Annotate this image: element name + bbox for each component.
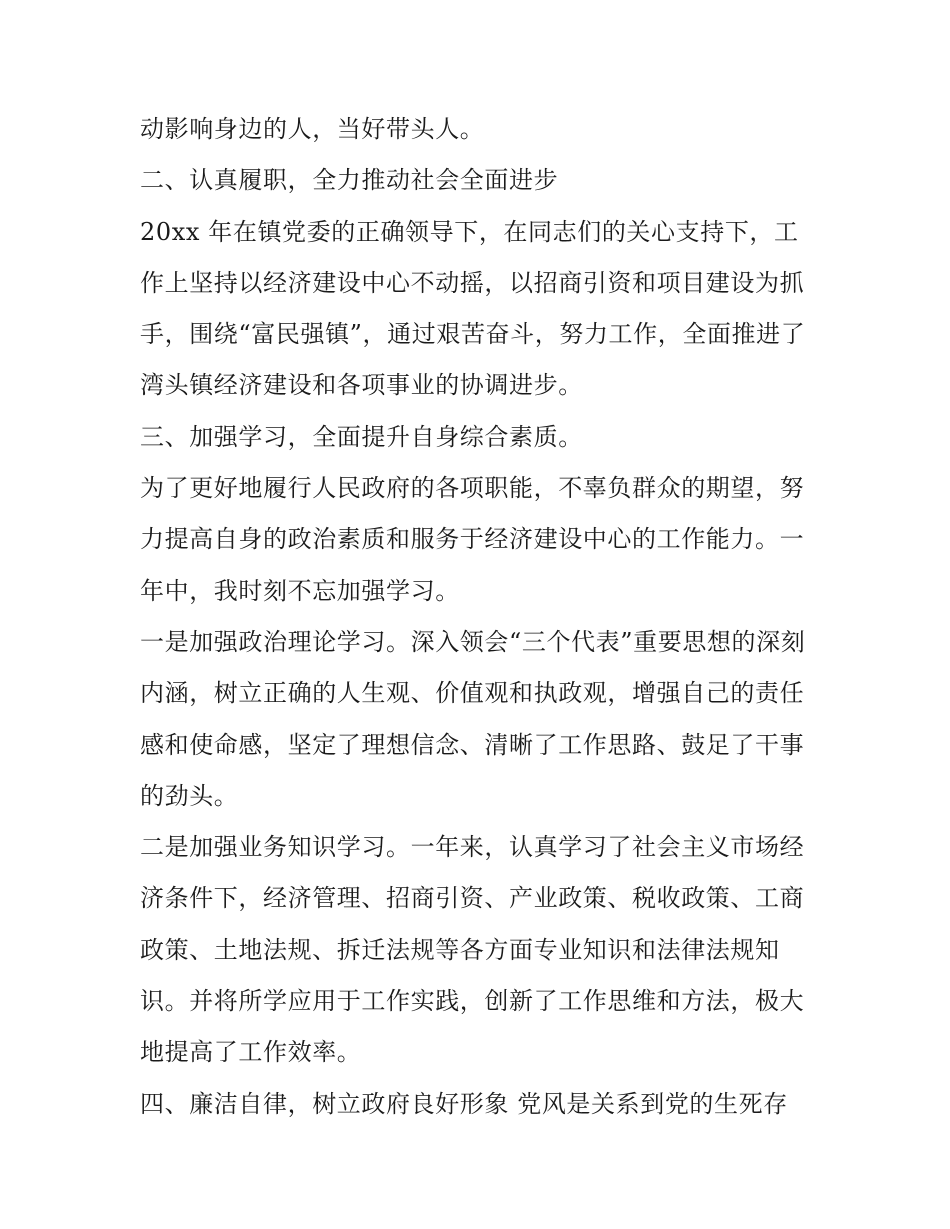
section-heading: 二、认真履职，全力推动社会全面进步 xyxy=(140,166,559,195)
document-body xyxy=(140,104,820,1130)
text-line: 为了更好地履行人民政府的各项职能，不辜负群众的期望，努 xyxy=(140,474,805,503)
text-line: 作上坚持以经济建设中心不动摇，以招商引资和项目建设为抓 xyxy=(140,268,805,297)
text-line: 政策、土地法规、拆迁法规等各方面专业知识和法律法规知 xyxy=(140,935,780,964)
text-line: 感和使命感，坚定了理想信念、清晰了工作思路、鼓足了干事 xyxy=(140,730,805,759)
text-line: 力提高自身的政治素质和服务于经济建设中心的工作能力。一 xyxy=(140,525,805,554)
text-line: 年中，我时刻不忘加强学习。 xyxy=(140,576,460,605)
text-line: 手，围绕“富民强镇”，通过艰苦奋斗，努力工作，全面推进了 xyxy=(140,320,806,349)
text-line: 地提高了工作效率。 xyxy=(140,1038,362,1067)
text-line: 内涵，树立正确的人生观、价值观和执政观，增强自己的责任 xyxy=(140,679,805,708)
section-heading: 三、加强学习，全面提升自身综合素质。 xyxy=(140,422,583,451)
text-line: 二是加强业务知识学习。一年来，认真学习了社会主义市场经 xyxy=(140,833,805,862)
text-line: 的劲头。 xyxy=(140,781,239,810)
text-line: 一是加强政治理论学习。深入领会“三个代表”重要思想的深刻 xyxy=(140,627,806,656)
text-line: 20xx 年在镇党委的正确领导下，在同志们的关心支持下，工 xyxy=(140,217,799,246)
text-line: 识。并将所学应用于工作实践，创新了工作思维和方法，极大 xyxy=(140,987,805,1016)
text-line: 济条件下，经济管理、招商引资、产业政策、税收政策、工商 xyxy=(140,884,805,913)
text-line: 动影响身边的人，当好带头人。 xyxy=(140,115,485,143)
section-heading: 四、廉洁自律，树立政府良好形象 党风是关系到党的生死存 xyxy=(140,1089,788,1118)
text-line: 湾头镇经济建设和各项事业的协调进步。 xyxy=(140,371,583,400)
